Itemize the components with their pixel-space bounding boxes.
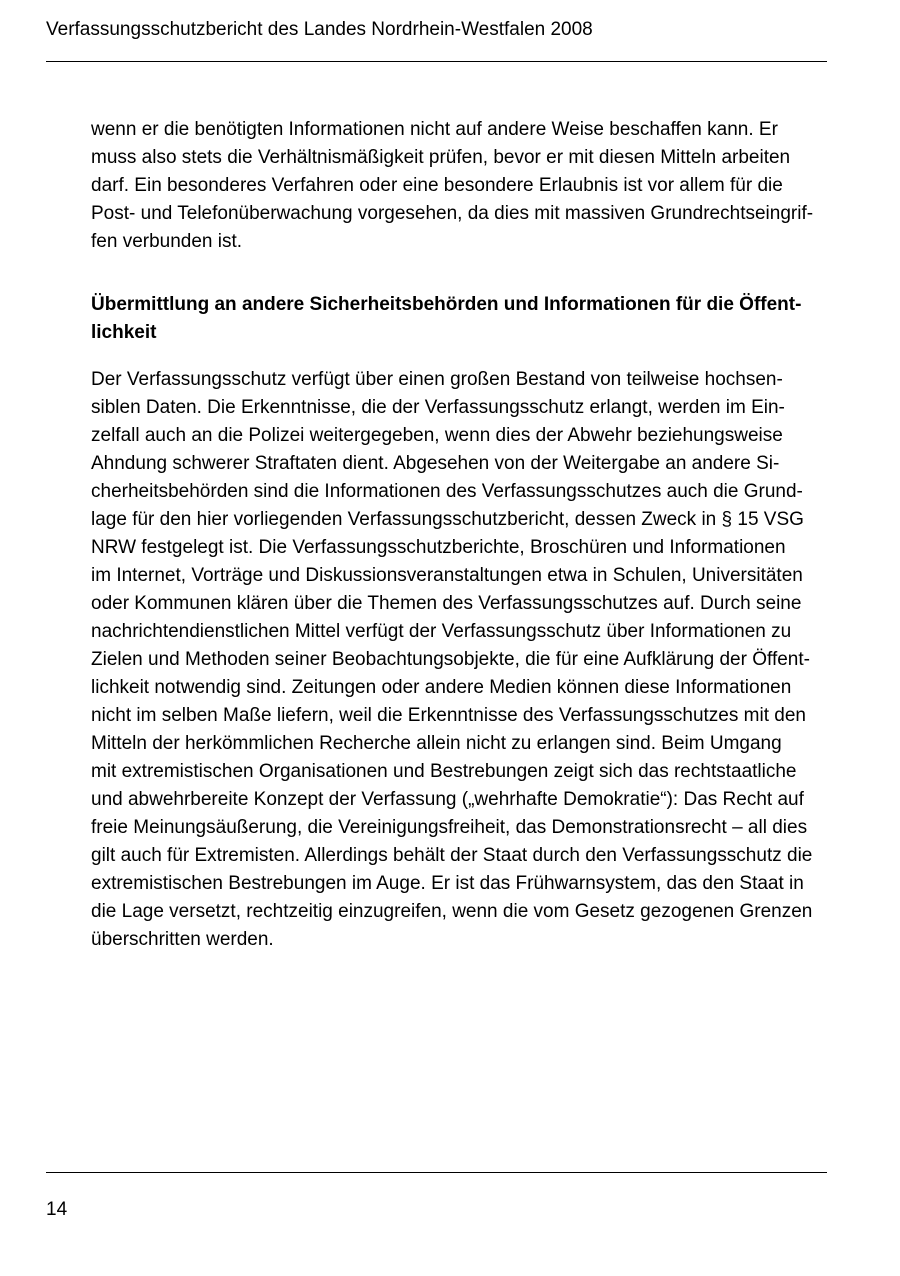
body-line: mit extremistischen Organisationen und Bestrebungen zeigt sich das rechtstaatliche: [91, 761, 797, 782]
section-heading: lichkeit: [91, 322, 157, 343]
page-number: 14: [46, 1199, 68, 1220]
body-line: oder Kommunen klären über die Themen des Verfassungsschutzes auf. Durch seine: [91, 593, 802, 614]
body-line: NRW festgelegt ist. Die Verfassungsschutzberichte, Broschüren und Informationen: [91, 537, 786, 558]
body-line: siblen Daten. Die Erkenntnisse, die der Verfassungsschutz erlangt, werden im Ein-: [91, 397, 785, 418]
body-line: fen verbunden ist.: [91, 231, 243, 252]
body-line: im Internet, Vorträge und Diskussionsveranstaltungen etwa in Schulen, Universitäten: [91, 565, 803, 586]
body-line: und abwehrbereite Konzept der Verfassung („wehrhafte Demokratie“): Das Recht auf: [91, 789, 804, 810]
body-line: Ahndung schwerer Straftaten dient. Abgesehen von der Weitergabe an andere Si-: [91, 453, 780, 474]
body-line: cherheitsbehörden sind die Informationen des Verfassungsschutzes auch die Grund-: [91, 481, 803, 502]
section-heading: Übermittlung an andere Sicherheitsbehörden und Informationen für die Öffent-: [91, 294, 802, 315]
body-line: nicht im selben Maße liefern, weil die Erkenntnisse des Verfassungsschutzes mit den: [91, 705, 806, 726]
footer-rule: [46, 1172, 827, 1173]
body-line: Mitteln der herkömmlichen Recherche allein nicht zu erlangen sind. Beim Umgang: [91, 733, 782, 754]
body-line: lage für den hier vorliegenden Verfassungsschutzbericht, dessen Zweck in § 15 VSG: [91, 509, 804, 530]
body-line: nachrichtendienstlichen Mittel verfügt der Verfassungsschutz über Informationen zu: [91, 621, 792, 642]
header-rule: [46, 61, 827, 62]
body-line: überschritten werden.: [91, 929, 274, 950]
body-line: freie Meinungsäußerung, die Vereinigungsfreiheit, das Demonstrationsrecht – all dies: [91, 817, 808, 838]
body-line: Der Verfassungsschutz verfügt über einen großen Bestand von teilweise hochsen-: [91, 369, 783, 390]
body-line: extremistischen Bestrebungen im Auge. Er ist das Frühwarnsystem, das den Staat in: [91, 873, 804, 894]
body-line: Zielen und Methoden seiner Beobachtungsobjekte, die für eine Aufklärung der Öffent-: [91, 649, 810, 670]
running-header: Verfassungsschutzbericht des Landes Nordrhein-Westfalen 2008: [46, 19, 593, 40]
body-line: darf. Ein besonderes Verfahren oder eine besondere Erlaubnis ist vor allem für die: [91, 175, 783, 196]
body-line: wenn er die benötigten Informationen nicht auf andere Weise beschaffen kann. Er: [91, 119, 778, 140]
body-line: gilt auch für Extremisten. Allerdings behält der Staat durch den Verfassungsschutz die: [91, 845, 813, 866]
body-line: muss also stets die Verhältnismäßigkeit prüfen, bevor er mit diesen Mitteln arbeiten: [91, 147, 791, 168]
body-line: zelfall auch an die Polizei weitergegeben, wenn dies der Abwehr beziehungsweise: [91, 425, 783, 446]
body-line: die Lage versetzt, rechtzeitig einzugreifen, wenn die vom Gesetz gezogenen Grenzen: [91, 901, 813, 922]
body-line: lichkeit notwendig sind. Zeitungen oder andere Medien können diese Informationen: [91, 677, 792, 698]
body-line: Post- und Telefonüberwachung vorgesehen, da dies mit massiven Grundrechtseingrif-: [91, 203, 814, 224]
